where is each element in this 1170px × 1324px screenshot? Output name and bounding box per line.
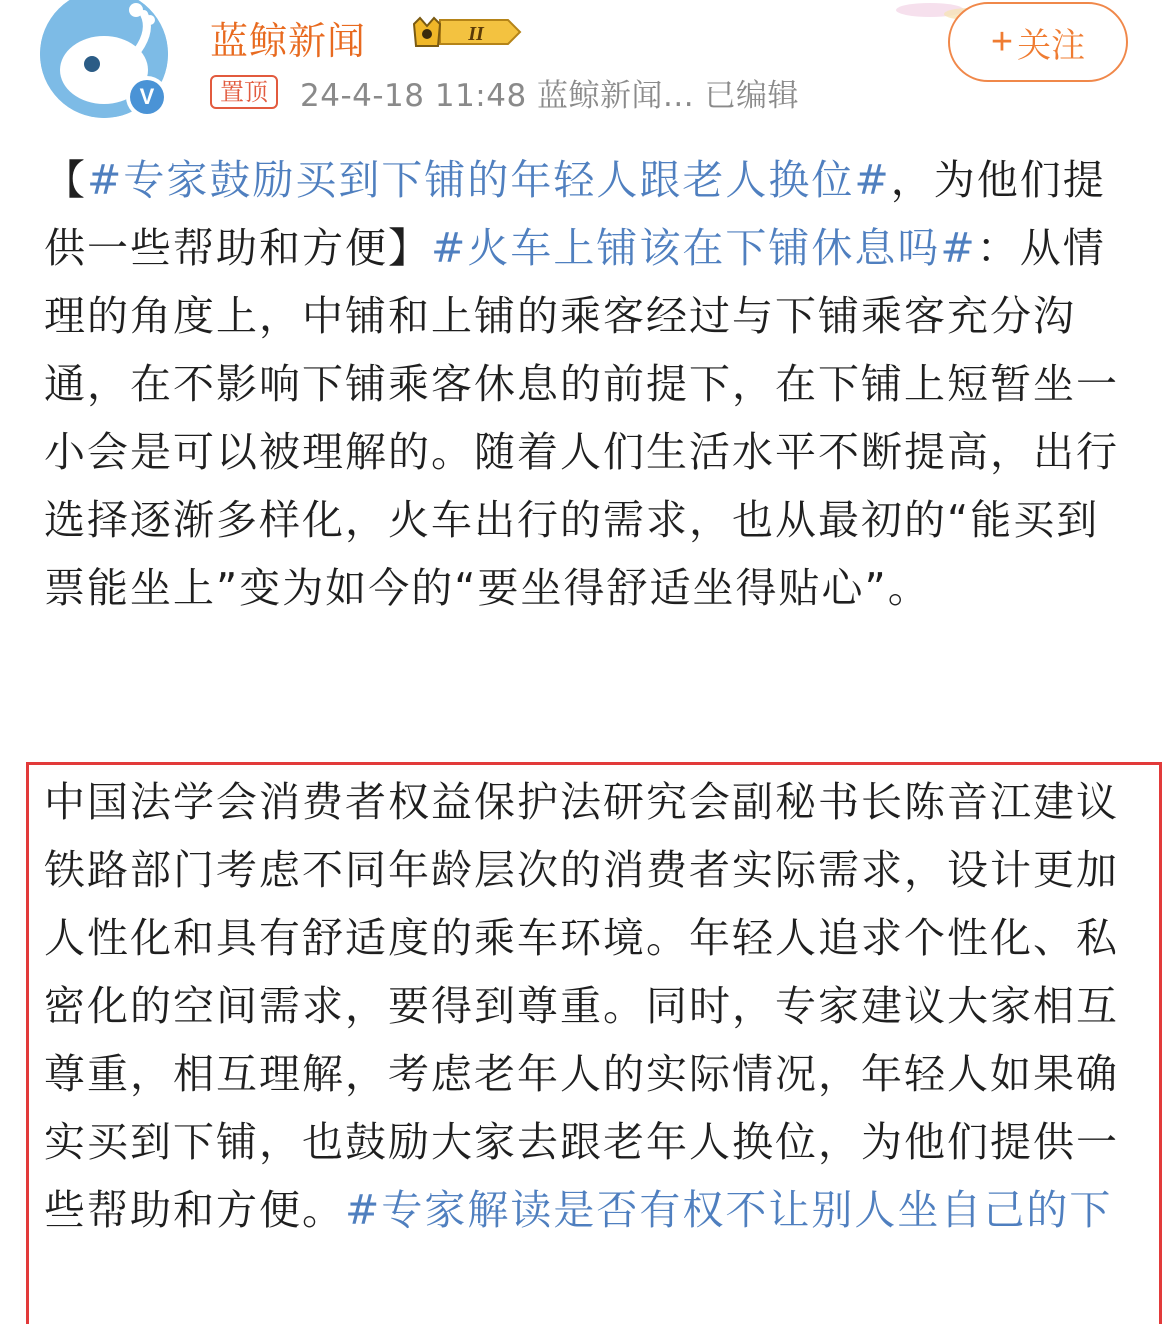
avatar[interactable]	[40, 0, 168, 118]
crown-level-icon	[410, 14, 522, 50]
text-segment: ：从情理的角度上，中铺和上铺的乘客经过与下铺乘客充分沟通，在不影响下铺乘客休息的前提下，在下铺上短暂坐一小会是可以被理解的。随着人们生活水平不断提高，出行选择逐渐多样化，火车出行的需求，也从最初的“能买到票能坐上”变为如今的“要坐得舒适坐得贴心”。	[44, 224, 1119, 612]
svg-text:II: II	[468, 23, 484, 45]
post-body-paragraph-1	[44, 146, 1124, 622]
account-name[interactable]: 蓝鲸新闻	[210, 19, 367, 63]
hashtag-link[interactable]: #火车上铺该在下铺休息吗#	[431, 224, 977, 272]
hashtag-link[interactable]: #专家解读是否有权不让别人坐自己的下	[345, 1186, 1113, 1234]
post-body-paragraph-2	[44, 768, 1124, 1244]
text-segment: 中国法学会消费者权益保护法研究会副秘书长陈音江建议铁路部门考虑不同年龄层次的消费者实际需求，设计更加人性化和具有舒适度的乘车环境。年轻人追求个性化、私密化的空间需求，要得到尊重。同时，专家建议大家相互尊重，相互理解，考虑老年人的实际情况，年轻人如果确实买到下铺，也鼓励大家去跟老年人换位，为他们提供一些帮助和方便。	[44, 778, 1119, 1234]
verified-icon: V	[126, 76, 168, 118]
follow-button[interactable]	[948, 2, 1128, 82]
plus-icon: +	[990, 20, 1014, 63]
text-segment: ，为他们提供一些帮助和方便】	[44, 156, 1106, 272]
text-segment: 【	[44, 156, 87, 204]
post-header	[0, 0, 1170, 130]
follow-label: 关注	[1017, 26, 1086, 65]
post-meta-text: 24-4-18 11:48 蓝鲸新闻... 已编辑	[300, 77, 799, 114]
pinned-badge: 置顶	[210, 75, 278, 109]
hashtag-link[interactable]: #专家鼓励买到下铺的年轻人跟老人换位#	[87, 156, 891, 204]
post-meta	[210, 70, 799, 114]
